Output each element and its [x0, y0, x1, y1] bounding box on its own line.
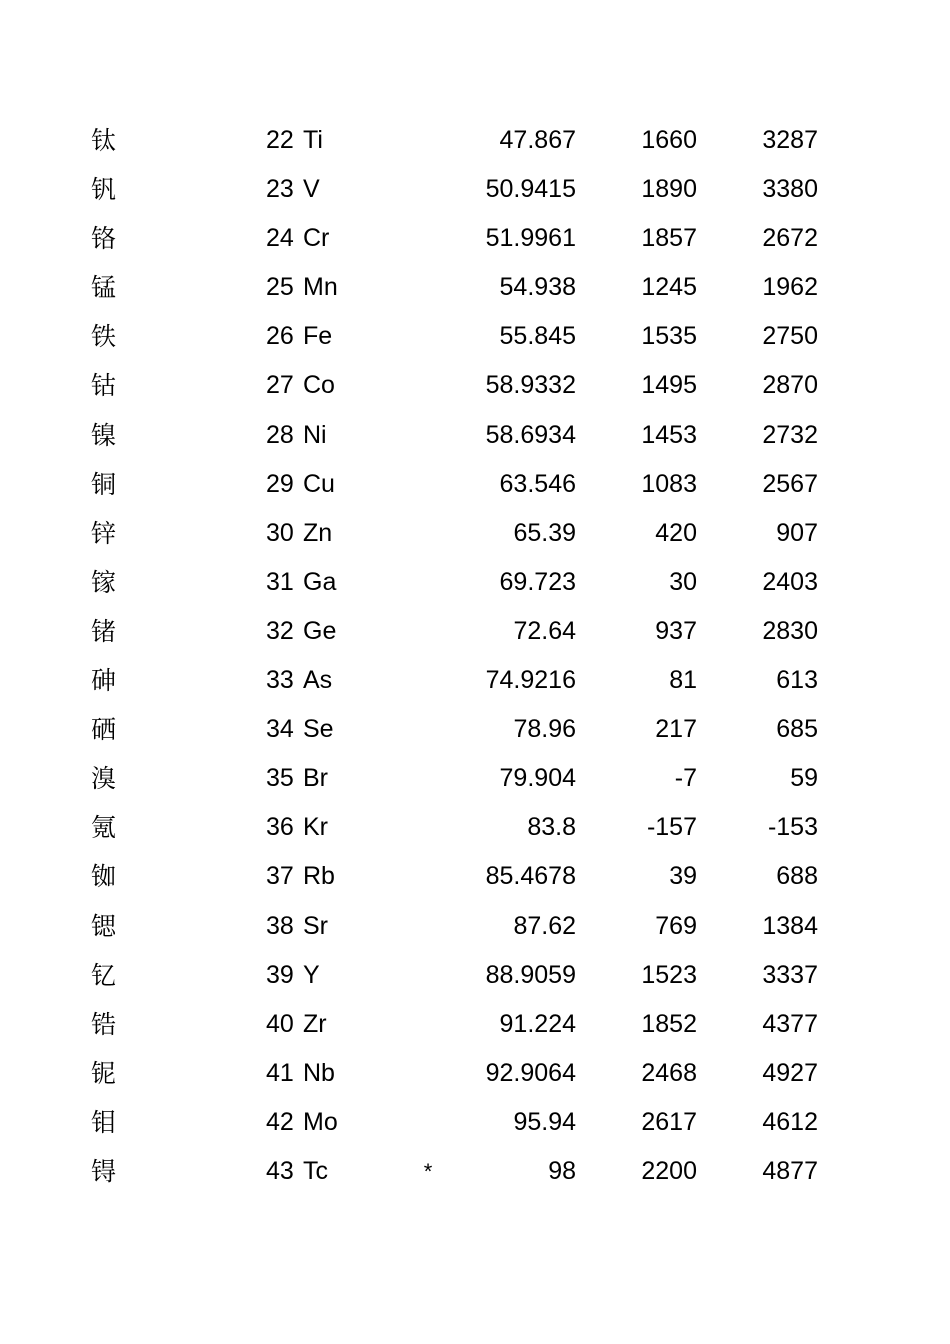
element-symbol: Nb [303, 1058, 335, 1087]
boiling-point: 2830 [762, 616, 818, 645]
atomic-number: 35 [266, 764, 294, 793]
element-chinese-name: 锆 [91, 1009, 117, 1039]
atomic-number: 43 [266, 1156, 294, 1185]
atomic-number: 31 [266, 567, 294, 596]
element-symbol: Y [303, 960, 320, 989]
boiling-point: 685 [776, 715, 818, 744]
note-mark [420, 1049, 436, 1098]
boiling-point: 907 [776, 518, 818, 547]
note-mark: * [423, 1158, 433, 1184]
note-mark [420, 361, 436, 410]
atomic-mass: 72.64 [513, 616, 576, 645]
note-mark [420, 951, 436, 1000]
melting-point: 2200 [641, 1156, 697, 1185]
element-symbol: Ni [303, 420, 327, 449]
element-chinese-name: 锶 [91, 911, 117, 941]
boiling-point: 613 [776, 666, 818, 695]
atomic-mass: 92.9064 [485, 1058, 576, 1087]
note-mark [420, 509, 436, 558]
atomic-mass: 95.94 [513, 1107, 576, 1136]
atomic-number: 41 [266, 1058, 294, 1087]
melting-point: 420 [655, 518, 697, 547]
boiling-point: 1384 [762, 911, 818, 940]
melting-point: 1890 [641, 175, 697, 204]
element-chinese-name: 镍 [91, 420, 117, 450]
melting-point: 1857 [641, 224, 697, 253]
element-symbol: Zn [303, 518, 333, 547]
atomic-number: 29 [266, 469, 294, 498]
table-row [0, 1147, 950, 1196]
atomic-mass: 58.6934 [485, 420, 576, 449]
atomic-number: 28 [266, 420, 294, 449]
table-row [0, 214, 950, 263]
note-mark [420, 116, 436, 165]
element-chinese-name: 铁 [91, 322, 117, 352]
atomic-mass: 69.723 [499, 567, 576, 596]
element-chinese-name: 硒 [91, 715, 117, 745]
element-chinese-name: 铌 [91, 1058, 117, 1088]
boiling-point: 3380 [762, 175, 818, 204]
melting-point: 769 [655, 911, 697, 940]
note-mark [420, 558, 436, 607]
atomic-number: 36 [266, 813, 294, 842]
element-symbol: Mn [303, 273, 338, 302]
table-row [0, 361, 950, 410]
table-row [0, 754, 950, 803]
melting-point: 217 [655, 715, 697, 744]
element-symbol: V [303, 175, 320, 204]
element-chinese-name: 镓 [91, 567, 117, 597]
element-symbol: Co [303, 371, 335, 400]
element-chinese-name: 锝 [91, 1156, 117, 1186]
atomic-mass: 88.9059 [485, 960, 576, 989]
element-symbol: Sr [303, 911, 328, 940]
note-mark [420, 902, 436, 951]
atomic-mass: 65.39 [513, 518, 576, 547]
melting-point: 30 [669, 567, 697, 596]
melting-point: 1453 [641, 420, 697, 449]
element-chinese-name: 钒 [91, 175, 117, 205]
element-chinese-name: 砷 [91, 666, 117, 696]
melting-point: -157 [646, 813, 697, 842]
atomic-number: 34 [266, 715, 294, 744]
atomic-number: 42 [266, 1107, 294, 1136]
melting-point: 1660 [641, 126, 697, 154]
atomic-mass: 54.938 [499, 273, 576, 302]
atomic-mass: 74.9216 [485, 666, 576, 695]
note-mark [420, 705, 436, 754]
note-mark [420, 803, 436, 852]
atomic-number: 37 [266, 862, 294, 891]
table-row [0, 902, 950, 951]
atomic-mass: 85.4678 [485, 862, 576, 891]
melting-point: 2468 [641, 1058, 697, 1087]
table-row [0, 165, 950, 214]
table-row [0, 1098, 950, 1147]
element-chinese-name: 锗 [91, 616, 117, 646]
element-symbol: Ga [303, 567, 337, 596]
note-mark [420, 754, 436, 803]
element-chinese-name: 钴 [91, 371, 117, 401]
atomic-number: 39 [266, 960, 294, 989]
boiling-point: 4877 [762, 1156, 818, 1185]
note-mark [420, 312, 436, 361]
table-row [0, 411, 950, 460]
atomic-mass: 55.845 [499, 322, 576, 351]
note-mark [420, 263, 436, 312]
table-row [0, 263, 950, 312]
atomic-mass: 50.9415 [485, 175, 576, 204]
element-symbol: Br [303, 764, 328, 793]
melting-point: 1083 [641, 469, 697, 498]
table-row [0, 509, 950, 558]
table-row [0, 116, 950, 165]
element-symbol: Cr [303, 224, 330, 253]
atomic-mass: 83.8 [527, 813, 576, 842]
table-row [0, 1049, 950, 1098]
element-chinese-name: 氪 [91, 813, 117, 843]
boiling-point: 2672 [762, 224, 818, 253]
element-symbol: Ge [303, 616, 337, 645]
melting-point: 1245 [641, 273, 697, 302]
element-chinese-name: 锌 [91, 518, 117, 548]
table-row [0, 460, 950, 509]
note-mark [420, 607, 436, 656]
atomic-mass: 78.96 [513, 715, 576, 744]
atomic-number: 24 [266, 224, 294, 253]
table-row [0, 607, 950, 656]
boiling-point: 4377 [762, 1009, 818, 1038]
note-mark [420, 1098, 436, 1147]
element-symbol: Cu [303, 469, 335, 498]
atomic-mass: 58.9332 [485, 371, 576, 400]
table-row [0, 803, 950, 852]
table-row [0, 558, 950, 607]
table-row [0, 852, 950, 901]
note-mark [420, 460, 436, 509]
atomic-number: 25 [266, 273, 294, 302]
element-symbol: Tc [303, 1156, 328, 1185]
atomic-mass: 63.546 [499, 469, 576, 498]
element-chinese-name: 钇 [91, 960, 117, 990]
element-chinese-name: 钼 [91, 1107, 117, 1137]
table-row [0, 312, 950, 361]
boiling-point: 2403 [762, 567, 818, 596]
melting-point: 937 [655, 616, 697, 645]
element-chinese-name: 锰 [91, 273, 117, 303]
note-mark [420, 165, 436, 214]
element-symbol: Zr [303, 1009, 327, 1038]
element-chinese-name: 铷 [91, 862, 117, 892]
boiling-point: 688 [776, 862, 818, 891]
melting-point: 1523 [641, 960, 697, 989]
atomic-mass: 79.904 [499, 764, 576, 793]
boiling-point: 4612 [762, 1107, 818, 1136]
boiling-point: 4927 [762, 1058, 818, 1087]
melting-point: -7 [674, 764, 697, 793]
melting-point: 1495 [641, 371, 697, 400]
atomic-number: 23 [266, 175, 294, 204]
element-symbol: Ti [303, 126, 323, 154]
element-chinese-name: 铜 [91, 469, 117, 499]
note-mark [420, 852, 436, 901]
melting-point: 39 [669, 862, 697, 891]
element-chinese-name: 溴 [91, 764, 117, 794]
element-symbol: Kr [303, 813, 328, 842]
atomic-number: 40 [266, 1009, 294, 1038]
atomic-mass: 98 [548, 1156, 576, 1185]
element-symbol: Mo [303, 1107, 338, 1136]
boiling-point: 2567 [762, 469, 818, 498]
table-row [0, 656, 950, 705]
table-row [0, 705, 950, 754]
atomic-number: 26 [266, 322, 294, 351]
melting-point: 1852 [641, 1009, 697, 1038]
boiling-point: -153 [767, 813, 818, 842]
element-symbol: As [303, 666, 333, 695]
element-symbol: Fe [303, 322, 333, 351]
element-symbol: Se [303, 715, 334, 744]
atomic-number: 27 [266, 371, 294, 400]
boiling-point: 2870 [762, 371, 818, 400]
melting-point: 2617 [641, 1107, 697, 1136]
table-row [0, 1000, 950, 1049]
boiling-point: 3337 [762, 960, 818, 989]
atomic-number: 30 [266, 518, 294, 547]
boiling-point: 59 [790, 764, 818, 793]
note-mark [420, 656, 436, 705]
note-mark [420, 1000, 436, 1049]
melting-point: 1535 [641, 322, 697, 351]
note-mark [420, 214, 436, 263]
note-mark [420, 411, 436, 460]
atomic-number: 38 [266, 911, 294, 940]
atomic-mass: 47.867 [499, 126, 576, 154]
element-chinese-name: 钛 [91, 126, 117, 155]
element-table [0, 116, 950, 1196]
boiling-point: 3287 [762, 126, 818, 154]
atomic-mass: 87.62 [513, 911, 576, 940]
atomic-number: 22 [266, 126, 294, 154]
atomic-number: 33 [266, 666, 294, 695]
atomic-number: 32 [266, 616, 294, 645]
atomic-mass: 91.224 [499, 1009, 576, 1038]
element-chinese-name: 铬 [91, 224, 117, 254]
boiling-point: 2750 [762, 322, 818, 351]
boiling-point: 1962 [762, 273, 818, 302]
table-row [0, 951, 950, 1000]
melting-point: 81 [669, 666, 697, 695]
element-symbol: Rb [303, 862, 335, 891]
atomic-mass: 51.9961 [485, 224, 576, 253]
boiling-point: 2732 [762, 420, 818, 449]
